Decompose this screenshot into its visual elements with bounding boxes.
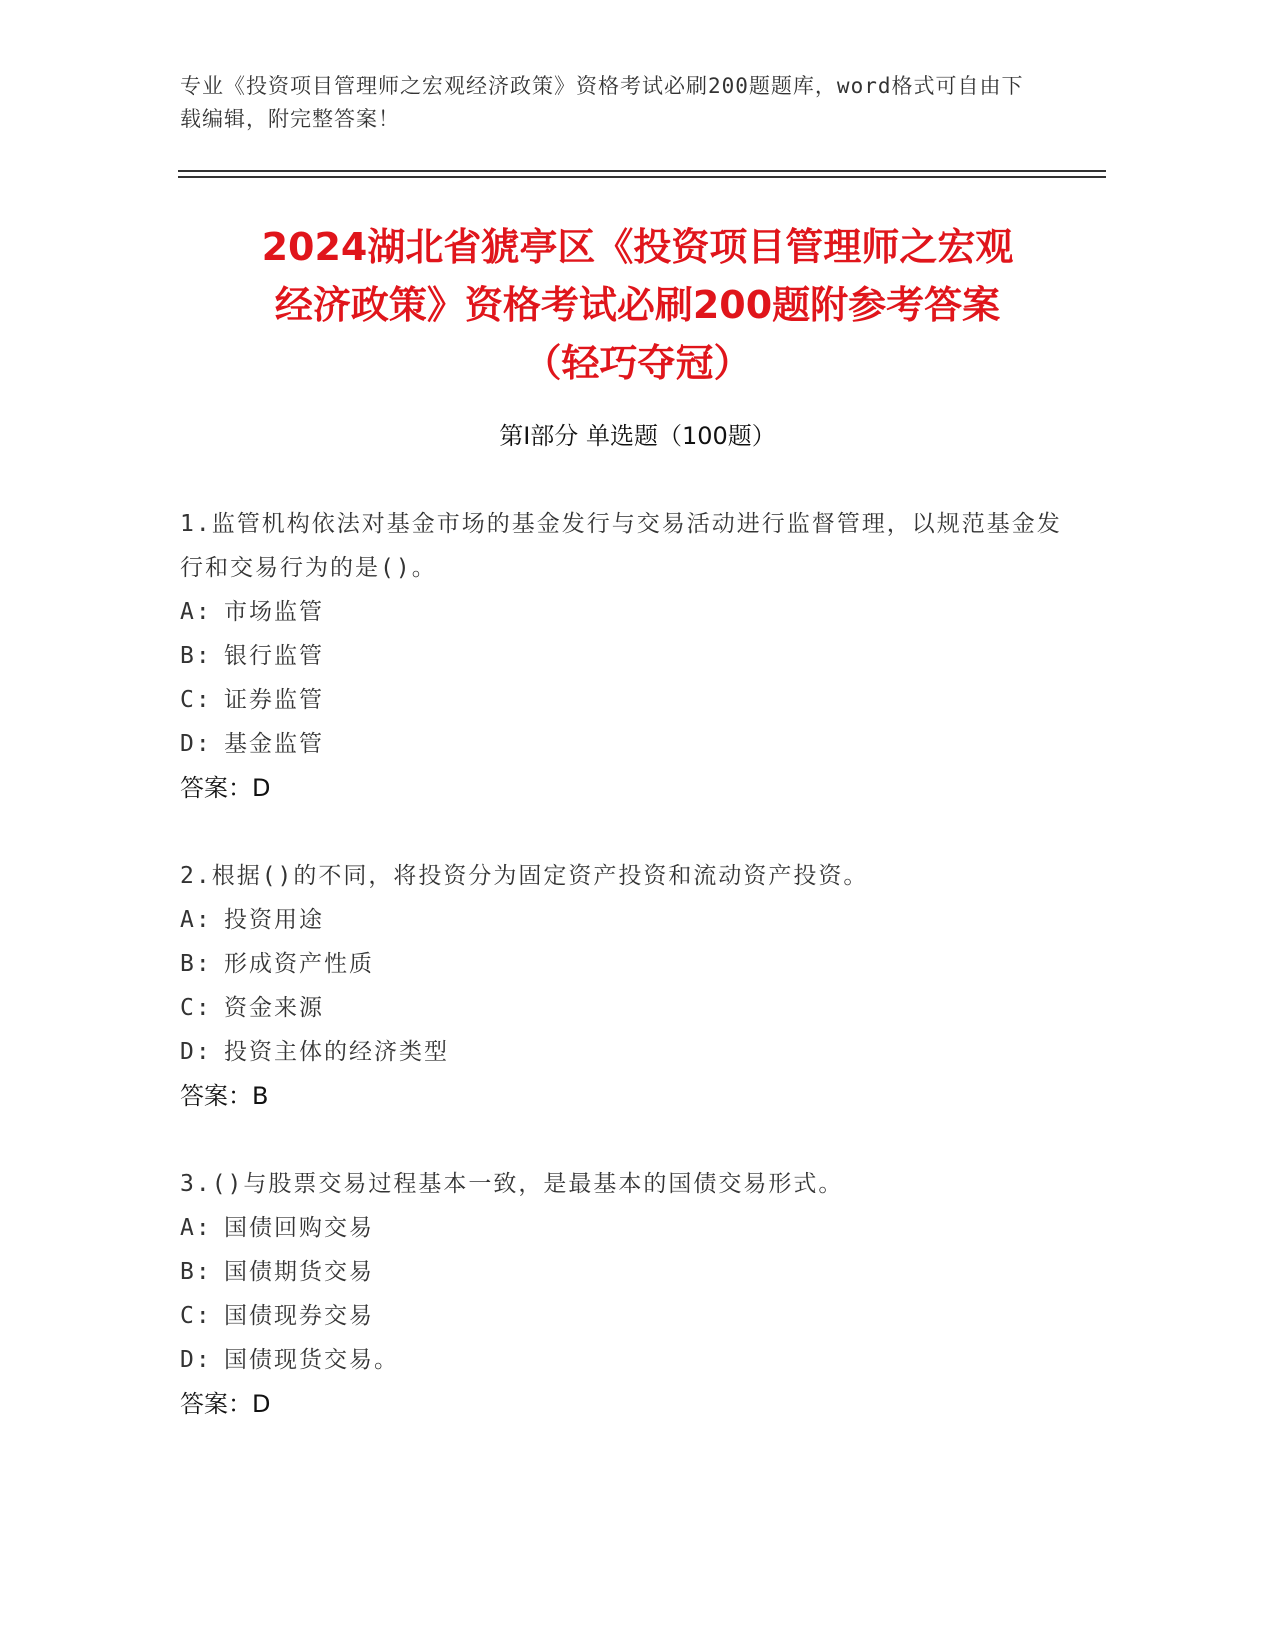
section-heading: 第I部分 单选题（100题） — [499, 422, 776, 450]
answer-value: D — [252, 1390, 271, 1418]
document-title — [150, 218, 1125, 392]
option-a — [180, 1206, 1080, 1250]
option-text: 市场监管 — [224, 599, 324, 625]
option-d — [180, 1338, 1080, 1382]
option-text: 证券监管 — [224, 687, 324, 713]
option-a — [180, 898, 1080, 942]
answer-line — [180, 766, 1080, 810]
option-label: B: — [180, 643, 212, 669]
answer-prefix: 答案： — [180, 1390, 252, 1418]
question-list — [180, 502, 1080, 1470]
option-text: 国债现券交易 — [224, 1303, 374, 1329]
question-text: 1.监管机构依法对基金市场的基金发行与交易活动进行监督管理，以规范基金发行和交易行为的是()。 — [180, 511, 1062, 581]
option-label: C: — [180, 995, 212, 1021]
option-text: 国债回购交易 — [224, 1215, 374, 1241]
option-d — [180, 1030, 1080, 1074]
answer-line — [180, 1382, 1080, 1426]
option-text: 银行监管 — [224, 643, 324, 669]
option-a — [180, 590, 1080, 634]
question-text: 3.()与股票交易过程基本一致，是最基本的国债交易形式。 — [180, 1171, 844, 1197]
option-b — [180, 942, 1080, 986]
question-item — [180, 502, 1080, 810]
option-label: D: — [180, 1039, 212, 1065]
option-b — [180, 634, 1080, 678]
header-note: 专业《投资项目管理师之宏观经济政策》资格考试必刷200题题库，word格式可自由下载编辑，附完整答案！ — [180, 74, 1024, 131]
option-text: 基金监管 — [224, 731, 324, 757]
title-line: 经济政策》资格考试必刷200题附参考答案 — [274, 283, 1001, 327]
option-label: D: — [180, 731, 212, 757]
option-label: A: — [180, 599, 212, 625]
option-text: 投资用途 — [224, 907, 324, 933]
question-item — [180, 854, 1080, 1118]
option-text: 资金来源 — [224, 995, 324, 1021]
option-label: C: — [180, 687, 212, 713]
option-label: D: — [180, 1347, 212, 1373]
answer-line — [180, 1074, 1080, 1118]
option-label: A: — [180, 1215, 212, 1241]
answer-value: D — [252, 774, 271, 802]
option-b — [180, 1250, 1080, 1294]
question-text: 2.根据()的不同，将投资分为固定资产投资和流动资产投资。 — [180, 863, 869, 889]
option-text: 形成资产性质 — [224, 951, 374, 977]
answer-value: B — [252, 1082, 269, 1110]
title-line: （轻巧夺冠） — [523, 341, 752, 385]
answer-prefix: 答案： — [180, 774, 252, 802]
question-item — [180, 1162, 1080, 1426]
header-rule-bottom — [178, 176, 1106, 178]
option-text: 国债期货交易 — [224, 1259, 374, 1285]
option-c — [180, 678, 1080, 722]
option-d — [180, 722, 1080, 766]
option-label: A: — [180, 907, 212, 933]
option-text: 投资主体的经济类型 — [224, 1039, 449, 1065]
answer-prefix: 答案： — [180, 1082, 252, 1110]
title-line: 2024湖北省猇亭区《投资项目管理师之宏观 — [261, 225, 1014, 269]
option-text: 国债现货交易。 — [224, 1347, 399, 1373]
option-label: B: — [180, 951, 212, 977]
option-label: C: — [180, 1303, 212, 1329]
header-rule-top — [178, 170, 1106, 172]
option-c — [180, 986, 1080, 1030]
option-label: B: — [180, 1259, 212, 1285]
option-c — [180, 1294, 1080, 1338]
